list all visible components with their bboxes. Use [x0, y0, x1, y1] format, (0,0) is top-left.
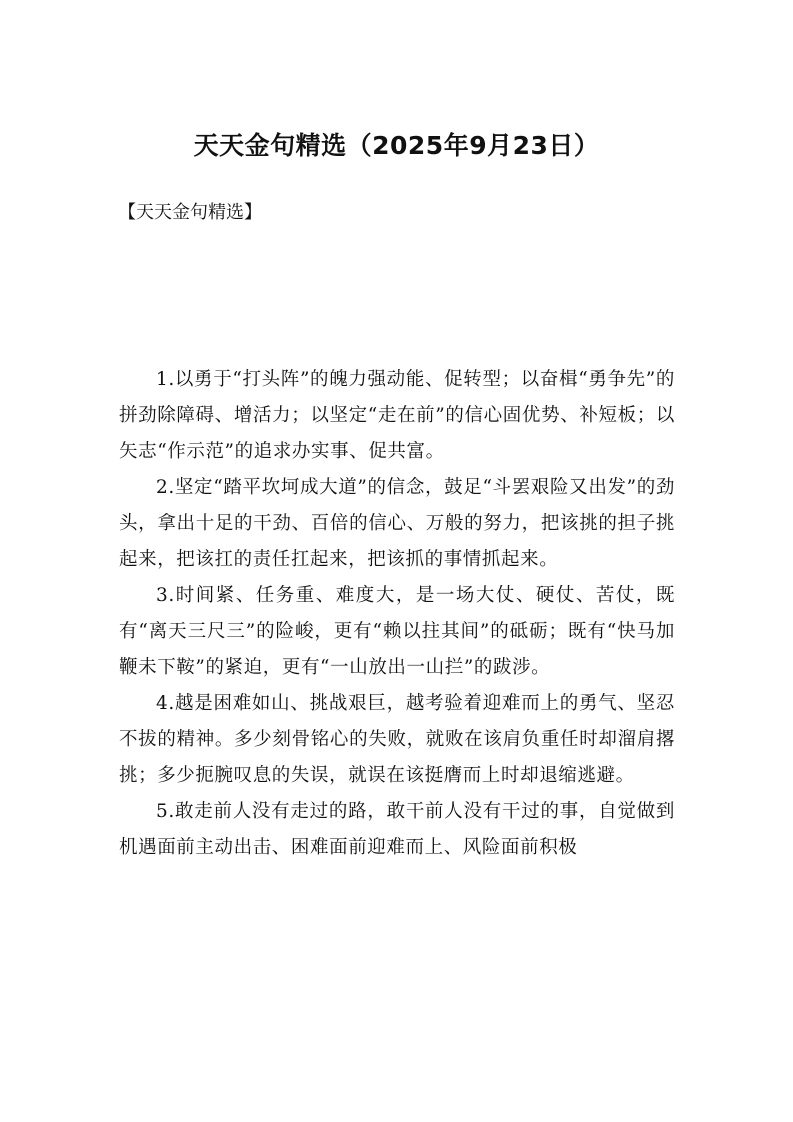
- quote-paragraph-1: 1.以勇于“打头阵”的魄力强动能、促转型；以奋楫“勇争先”的拼劲除障碍、增活力；以坚定“走在前”的信心固优势、补短板；以矢志“作示范”的追求办实事、促共富。: [119, 369, 675, 462]
- quote-paragraph-4: 4.越是困难如山、挑战艰巨，越考验着迎难而上的勇气、坚忍不拔的精神。多少刻骨铭心的失败，就败在该肩负重任时却溜肩撂挑；多少扼腕叹息的失误，就误在该挺膺而上时却退缩逃避。: [119, 693, 675, 786]
- quote-paragraph-3: 3.时间紧、任务重、难度大，是一场大仗、硬仗、苦仗，既有“离天三尺三”的险峻，更有“赖以拄其间”的砥砺；既有“快马加鞭未下鞍”的紧迫，更有“一山放出一山拦”的跋涉。: [119, 585, 675, 678]
- quote-paragraph-5: 5.敢走前人没有走过的路，敢干前人没有干过的事，自觉做到机遇面前主动出击、困难面前迎难而上、风险面前积极: [119, 801, 675, 858]
- quote-paragraph-2: 2.坚定“踏平坎坷成大道”的信念，鼓足“斗罢艰险又出发”的劲头，拿出十足的干劲、百倍的信心、万般的努力，把该挑的担子挑起来，把该扛的责任扛起来，把该抓的事情抓起来。: [119, 477, 675, 570]
- section-tag: 【天天金句精选】: [118, 202, 262, 223]
- document-body: [119, 362, 675, 866]
- document-title: 天天金句精选（2025年9月23日）: [193, 131, 600, 160]
